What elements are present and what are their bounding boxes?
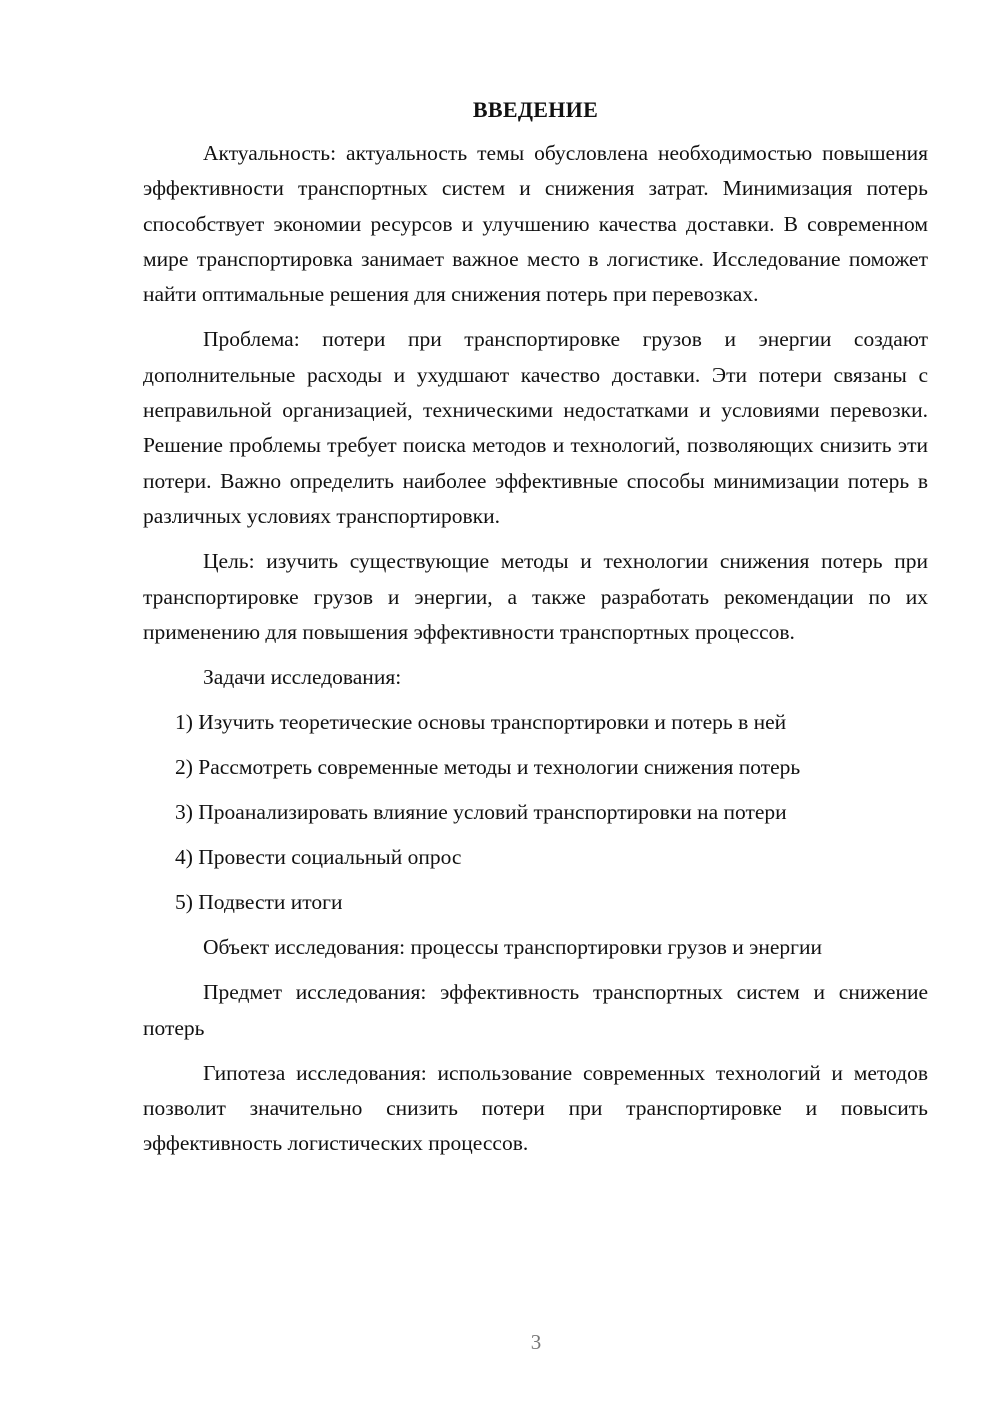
list-item: 1) Изучить теоретические основы транспортировки и потерь в ней [175,710,787,735]
list-item: 4) Провести социальный опрос [175,845,462,870]
page-title: ВВЕДЕНИЕ [472,97,599,122]
list-item: 2) Рассмотреть современные методы и технологии снижения потерь [175,755,801,780]
list-item: 3) Проанализировать влияние условий транспортировки на потери [175,800,787,825]
subject-paragraph: Предмет исследования: эффективность транспортных систем и снижение потерь [143,980,928,1040]
object-paragraph: Объект исследования: процессы транспортировки грузов и энергии [203,934,822,959]
goal-paragraph: Цель: изучить существующие методы и технологии снижения потерь при транспортировке грузов и энергии, а также разработать рекомендации по их применению для повышения эффективности транспортных процессов. [143,549,928,644]
tasks-heading: Задачи исследования: [203,665,402,690]
hypothesis-paragraph: Гипотеза исследования: использование современных технологий и методов позволит значительно снизить потери при транспортировке и повысить эффективность логистических процессов. [143,1060,928,1156]
document-page [143,94,928,1172]
problem-paragraph: Проблема: потери при транспортировке грузов и энергии создают дополнительные расходы и ухудшают качество доставки. Эти потери связаны с неправильной организацией, техническими недостатками и условиями перевозки. Решение проблемы требует поиска методов и технологий, позволяющих снизить эти потери. Важно определить наиболее эффективные способы минимизации потерь в различных условиях транспортировки. [143,327,928,528]
relevance-paragraph: Актуальность: актуальность темы обусловлена необходимостью повышения эффективности транспортных систем и снижения затрат. Минимизация потерь способствует экономии ресурсов и улучшению качества доставки. В современном мире транспортировка занимает важное место в логистике. Исследование поможет найти оптимальные решения для снижения потерь при перевозках. [143,141,928,307]
tasks-list [143,705,928,920]
page-number: 3 [530,1330,542,1354]
list-item: 5) Подвести итоги [175,890,343,915]
